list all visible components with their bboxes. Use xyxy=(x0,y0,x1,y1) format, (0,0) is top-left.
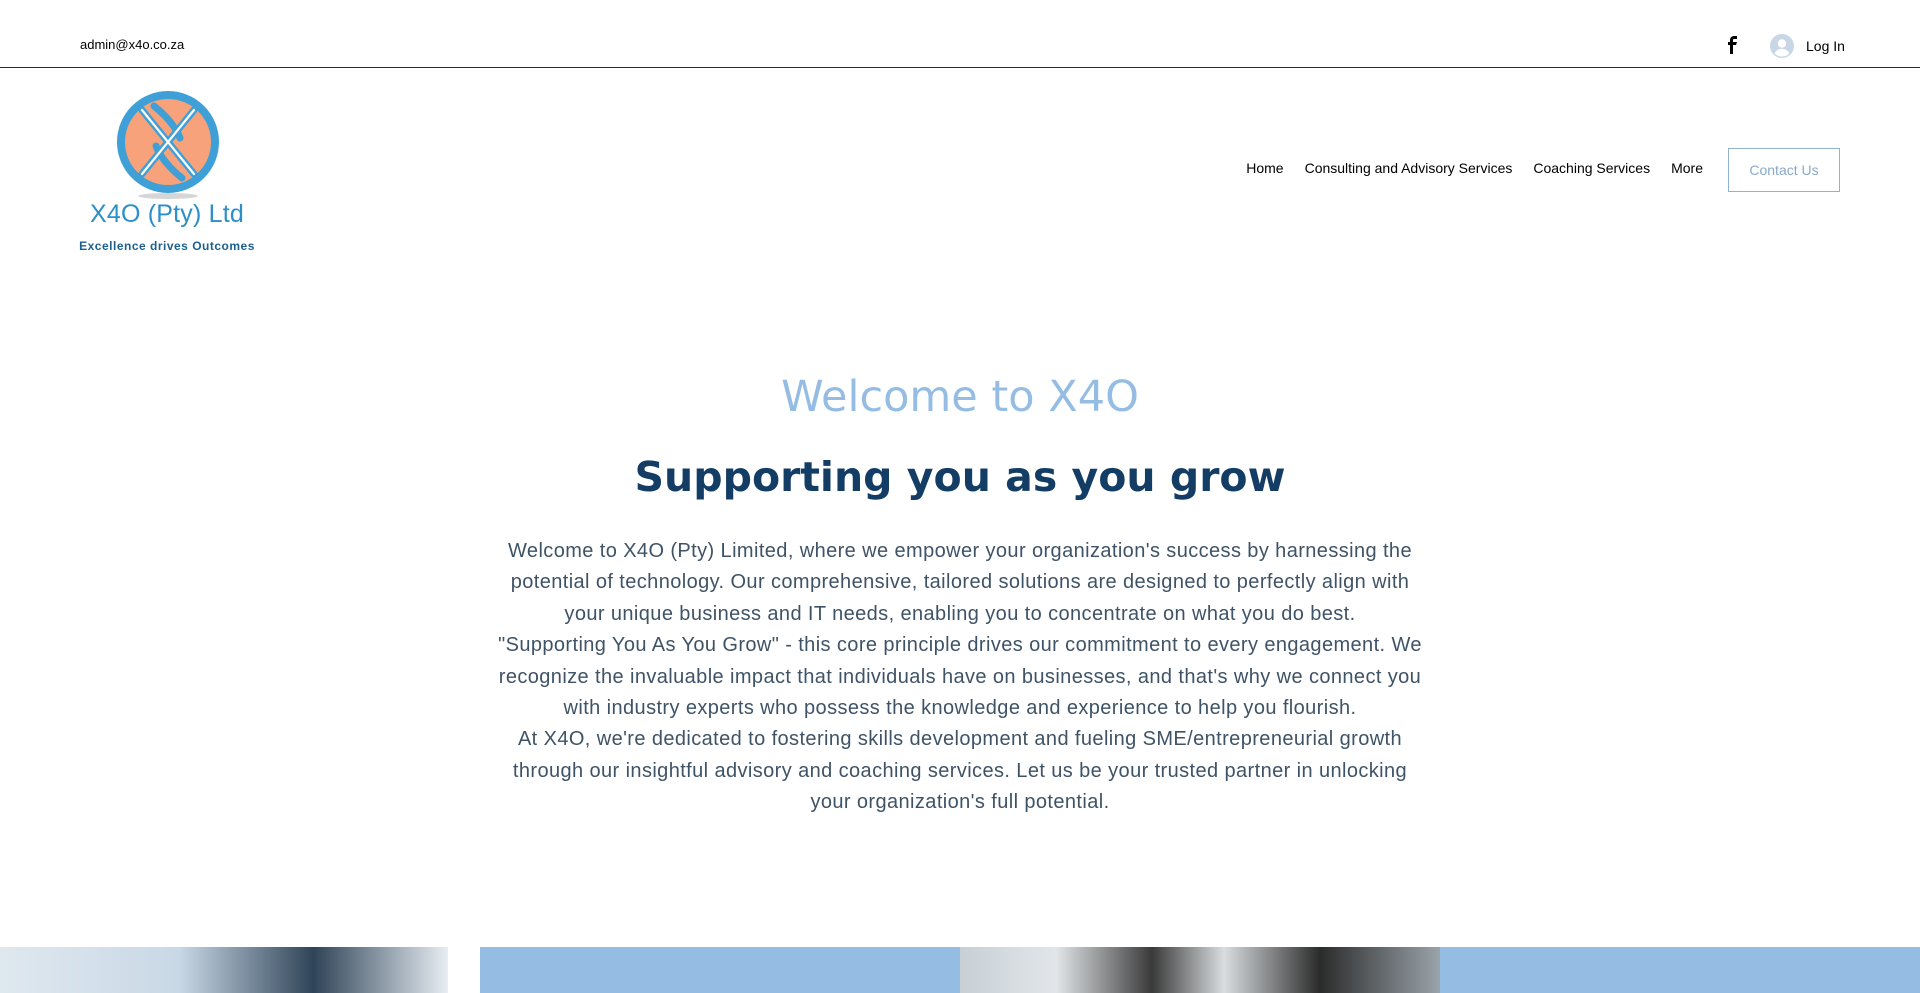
contact-us-button[interactable]: Contact Us xyxy=(1728,148,1840,192)
hero-body xyxy=(490,536,1430,819)
facebook-icon[interactable] xyxy=(1725,36,1739,54)
nav-item-consulting[interactable]: Consulting and Advisory Services xyxy=(1304,160,1513,176)
login-label: Log In xyxy=(1806,38,1845,54)
nav-item-more[interactable]: More xyxy=(1671,160,1703,176)
logo-tagline: Excellence drives Outcomes xyxy=(79,239,255,253)
hero-headline: Supporting you as you grow xyxy=(634,453,1286,501)
login-button[interactable] xyxy=(1770,33,1845,59)
contact-email[interactable]: admin@x4o.co.za xyxy=(80,37,185,52)
top-bar xyxy=(0,0,1920,68)
blue-tile xyxy=(480,947,960,993)
blue-tile xyxy=(1440,947,1920,993)
business-chart-image xyxy=(960,947,1440,993)
hero-paragraph: "Supporting You As You Grow" - this core principle drives our commitment to every engagement. We recognize the invaluable impact that individuals have on businesses, and that's why we connect you with industry experts who possess the knowledge and experience to help you flourish. xyxy=(498,634,1422,720)
hero-paragraph: Welcome to X4O (Pty) Limited, where we empower your organization's success by harnessing the potential of technology. Our comprehensive, tailored solutions are designed to perfectly align with your unique business and IT needs, enabling you to concentrate on what you do best. xyxy=(508,540,1412,625)
main-nav xyxy=(1246,160,1703,176)
user-avatar-icon xyxy=(1770,34,1794,58)
site-logo[interactable] xyxy=(78,88,258,258)
nav-item-home[interactable]: Home xyxy=(1246,160,1284,176)
welcome-heading: Welcome to X4O xyxy=(781,372,1139,422)
x4o-logo-icon xyxy=(114,88,222,204)
nav-item-coaching[interactable]: Coaching Services xyxy=(1533,160,1651,176)
hero-paragraph: At X4O, we're dedicated to fostering skills development and fueling SME/entrepreneurial growth through our insightful advisory and coaching services. Let us be your trusted partner in unlocking your organization's full potential. xyxy=(512,728,1408,814)
business-team-image xyxy=(0,947,448,993)
logo-brand-text: X4O (Pty) Ltd xyxy=(89,200,245,228)
